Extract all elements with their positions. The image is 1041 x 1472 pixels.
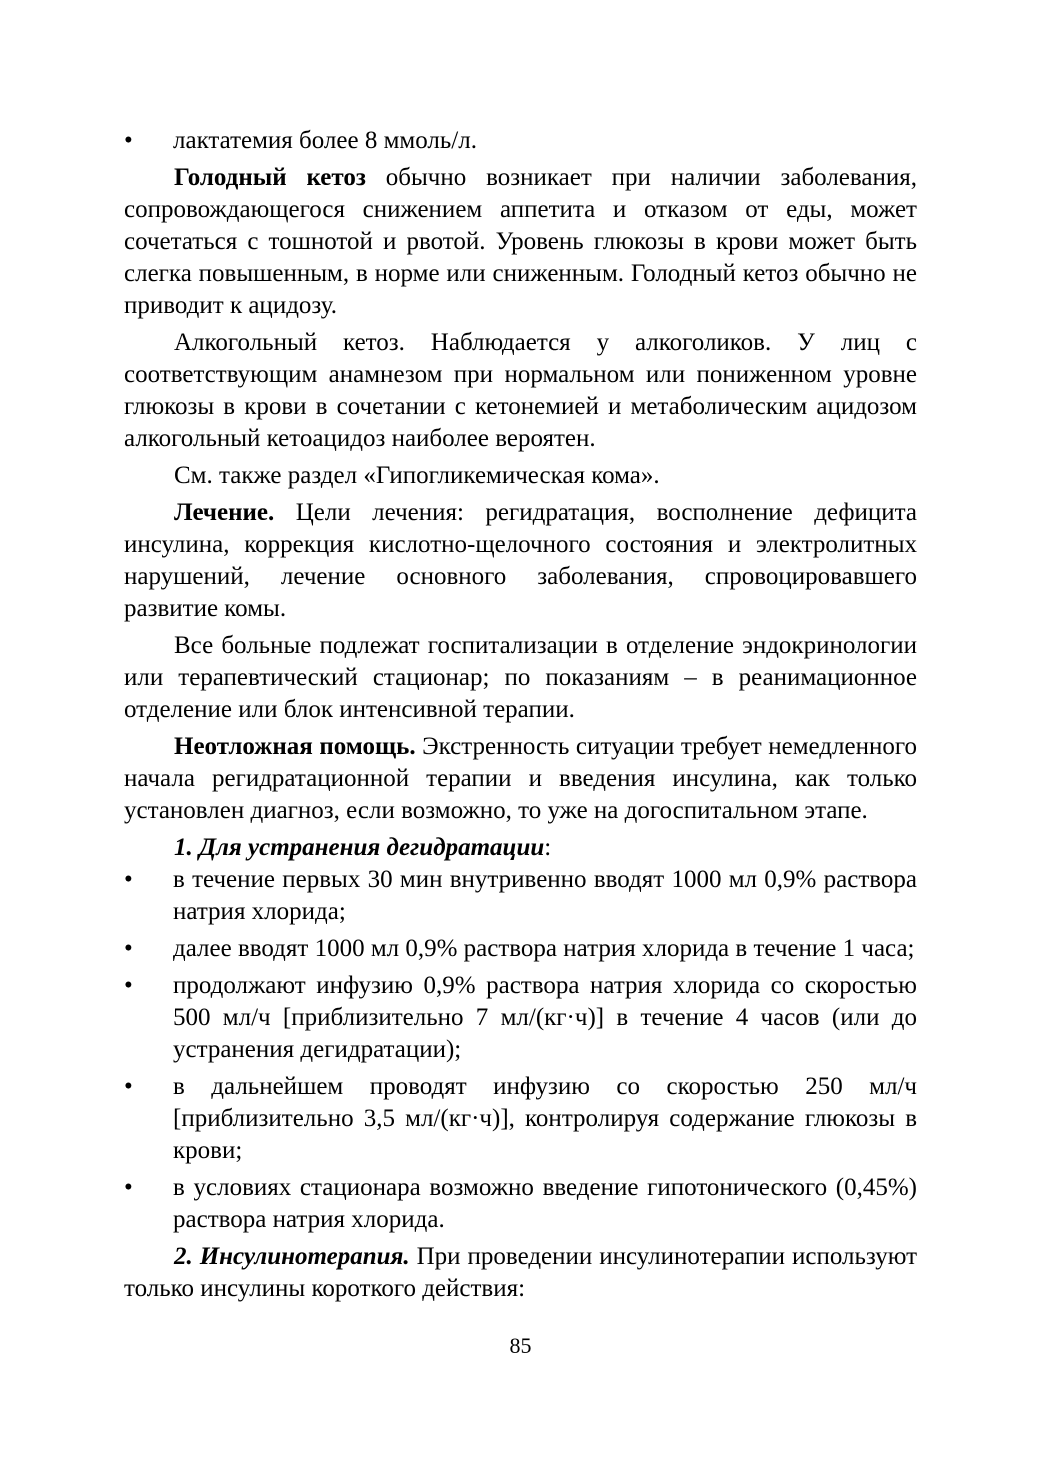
list-item-text: продолжают инфузию 0,9% раствора натрия хлорида со скоростью 500 мл/ч [приблизительно 7 мл/(кг·ч)] в течение 4 часов (или до устранения дегидратации); xyxy=(173,972,917,1063)
term-dehydration: 1. Для устранения дегидратации xyxy=(174,834,545,861)
list-item-lactatemia xyxy=(124,125,917,157)
paragraph-text: Все больные подлежат госпитализации в отделение эндокринологии или терапевтический стационар; по показаниям – в реанимационное отделение или блок интенсивной терапии. xyxy=(124,632,917,723)
list-item-text: в дальнейшем проводят инфузию со скоростью 250 мл/ч [приблизительно 3,5 мл/(кг·ч)], контролируя содержание глюкозы в крови; xyxy=(173,1073,917,1164)
list-item-continue-infusion xyxy=(124,970,917,1066)
term-insulin-therapy: 2. Инсулинотерапия. xyxy=(174,1243,410,1270)
paragraph-insulin-therapy xyxy=(124,1241,917,1305)
paragraph-see-also xyxy=(124,460,917,492)
paragraph-text: Алкогольный кетоз. Наблюдается у алкоголиков. У лиц с соответствующим анамнезом при нормальном или пониженном уровне глюкозы в крови в сочетании с кетонемией и метаболическим ацидозом алкогольный кетоацидоз наиболее вероятен. xyxy=(124,329,917,452)
paragraph-text: Цели лечения: регидратация, восполнение дефицита инсулина, коррекция кислотно-щелочного состояния и электролитных нарушений, лечение основного заболевания, спровоцировавшего развитие комы. xyxy=(124,499,917,622)
paragraph-text: См. также раздел «Гипогликемическая кома». xyxy=(174,462,660,489)
paragraph-fasting-ketosis xyxy=(124,162,917,322)
term-emergency-care: Неотложная помощь. xyxy=(174,733,416,760)
list-item-hypotonic-solution xyxy=(124,1172,917,1236)
list-item-text: в течение первых 30 мин внутривенно вводят 1000 мл 0,9% раствора натрия хлорида; xyxy=(173,866,917,925)
paragraph-alcoholic-ketosis xyxy=(124,327,917,455)
paragraph-text: обычно возникает при наличии заболевания, сопровождающегося снижением аппетита и отказом от еды, может сочетаться с тошнотой и рвотой. Уровень глюкозы в крови может быть слегка повышенным, в норме или сниженным. Голодный кетоз обычно не приводит к ацидозу. xyxy=(124,164,917,319)
term-fasting-ketosis: Голодный кетоз xyxy=(174,164,366,191)
paragraph-text: : xyxy=(544,834,552,861)
paragraph-text: При проведении инсулинотерапии используют только инсулины короткого действия: xyxy=(124,1243,917,1302)
list-item-next-hour xyxy=(124,933,917,965)
list-item-text: в условиях стационара возможно введение гипотонического (0,45%) раствора натрия хлорида. xyxy=(173,1174,917,1233)
paragraph-hospitalization xyxy=(124,630,917,726)
paragraph-text: Экстренность ситуации требует немедленного начала регидратационной терапии и введения инсулина, как только установлен диагноз, если возможно, то уже на догоспитальном этапе. xyxy=(124,733,917,824)
list-item-text: далее вводят 1000 мл 0,9% раствора натрия хлорида в течение 1 часа; xyxy=(173,935,915,962)
page-content xyxy=(124,125,917,1305)
paragraph-emergency-care xyxy=(124,731,917,827)
list-item-first-30-min xyxy=(124,864,917,928)
page-number: 85 xyxy=(509,1333,532,1358)
paragraph-treatment xyxy=(124,497,917,625)
list-item-text: лактатемия более 8 ммоль/л. xyxy=(173,127,477,154)
list-item-further-infusion xyxy=(124,1071,917,1167)
subheading-dehydration xyxy=(124,832,917,864)
term-treatment: Лечение. xyxy=(174,499,275,526)
